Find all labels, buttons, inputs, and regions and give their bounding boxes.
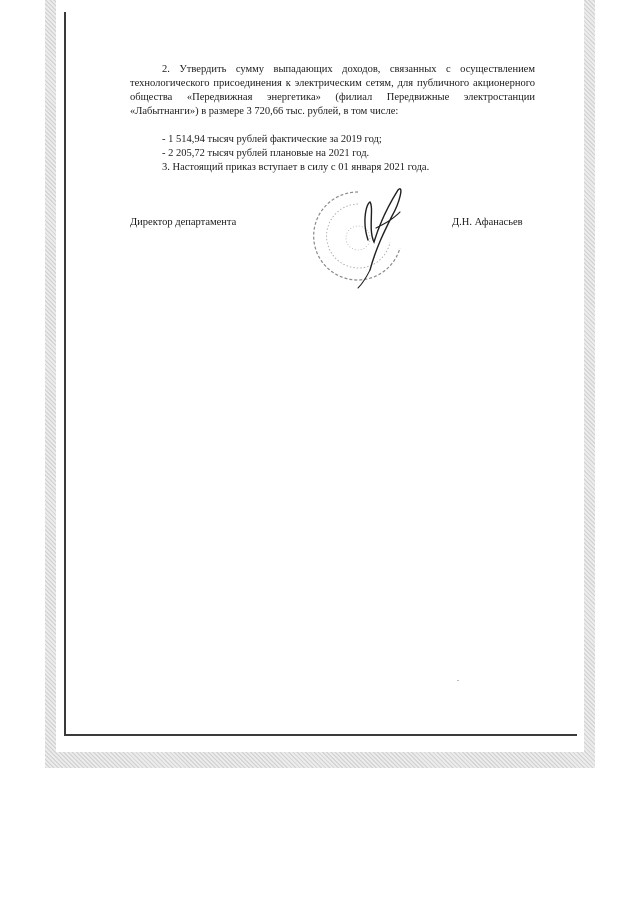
handwritten-signature (358, 189, 401, 288)
page-edge-bottom (64, 734, 577, 736)
page-edge-left (64, 12, 66, 736)
paragraph-2: 2. Утвердить сумму выпадающих доходов, связанных с осуществлением технологического присоединения к электрическим сетям, для публичного акционерного общества «Передвижная энергетика» (филиал Передвижные электростанции «Лабытнанги») в размере 3 720,66 тыс. рублей, в том числе: (130, 64, 535, 117)
paragraph-3: 3. Настоящий приказ вступает в силу с 01 января 2021 года. (162, 162, 430, 173)
scan-speck (457, 680, 459, 681)
stamp-and-signature (300, 178, 420, 293)
signatory-name: Д.Н. Афанасьев (452, 217, 523, 228)
signatory-title: Директор департамента (130, 217, 237, 228)
official-stamp (314, 192, 400, 280)
list-item: - 1 514,94 тысяч рублей фактические за 2019 год; (162, 134, 382, 145)
list-item: - 2 205,72 тысяч рублей плановые на 2021 год. (162, 148, 370, 159)
